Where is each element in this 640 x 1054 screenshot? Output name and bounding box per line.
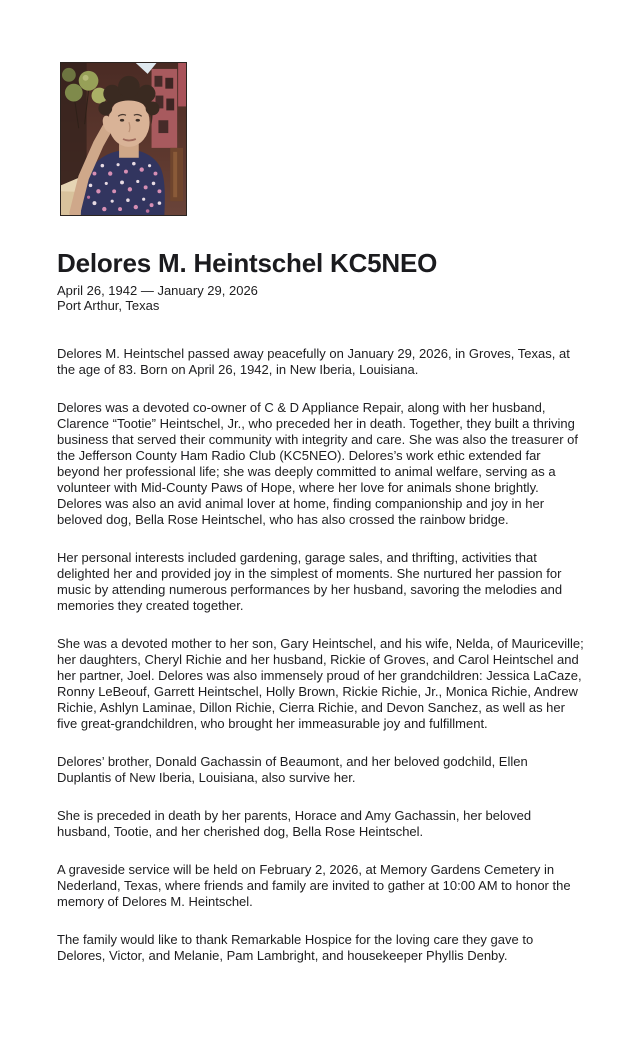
obituary-paragraph: Delores M. Heintschel passed away peacefully on January 29, 2026, in Groves, Texas, at the age of 83. Born on April 26, 1942, in New Iberia, Louisiana. [57, 346, 570, 377]
obituary-paragraph: The family would like to thank Remarkable Hospice for the loving care they gave to Delores, Victor, and Melanie, Pam Lambright, and housekeeper Phyllis Denby. [57, 932, 534, 963]
location: Port Arthur, Texas [57, 298, 160, 313]
page-title: Delores M. Heintschel KC5NEO [57, 248, 438, 278]
obituary-paragraph: She was a devoted mother to her son, Gary Heintschel, and his wife, Nelda, of Mauriceville; her daughters, Cheryl Richie and her husband, Rickie of Groves, and Carol Heintschel and her partner, Joel. Delores was also immensely proud of her grandchildren: Jessica LaCaze, Ronny LeBeouf, Garrett Heintschel, Holly Brown, Rickie Richie, Jr., Monica Richie, Andrew Richie, Ashlyn Laminae, Dillon Richie, Cierra Richie, and Devon Sanchez, as well as her five great-grandchildren, who brought her immeasurable joy and fulfillment. [57, 636, 584, 731]
portrait-photo-graphic [61, 63, 186, 215]
obituary-paragraph: Delores’ brother, Donald Gachassin of Beaumont, and her beloved godchild, Ellen Duplantis of New Iberia, Louisiana, also survive her. [57, 754, 528, 785]
obituary-paragraph: A graveside service will be held on February 2, 2026, at Memory Gardens Cemetery in Nederland, Texas, where friends and family are invited to gather at 10:00 AM to honor the memory of Delores M. Heintschel. [57, 862, 571, 909]
obituary-paragraph: Her personal interests included gardening, garage sales, and thrifting, activities that delighted her and provided joy in the simplest of moments. She nurtured her passion for music by attending numerous performances by her husband, savoring the melodies and memories they created together. [57, 550, 563, 613]
life-dates: April 26, 1942 — January 29, 2026 [57, 283, 258, 298]
portrait-photo [60, 62, 187, 216]
obituary-paragraph: She is preceded in death by her parents, Horace and Amy Gachassin, her beloved husband, Tootie, and her cherished dog, Bella Rose Heintschel. [57, 808, 532, 839]
obituary-body [57, 346, 584, 964]
obituary-paragraph: Delores was a devoted co-owner of C & D Appliance Repair, along with her husband, Clarence “Tootie” Heintschel, Jr., who preceded her in death. Together, they built a thriving business that served their community with integrity and care. She was also the treasurer of the Jefferson County Ham Radio Club (KC5NEO). Delores’s work ethic extended far beyond her professional life; she was deeply committed to animal welfare, serving as a volunteer with Mid-County Paws of Hope, where her love for animals shone brightly. Delores was also an avid animal lover at home, finding companionship and joy in her beloved dog, Bella Rose Heintschel, who has also crossed the rainbow bridge. [57, 400, 578, 527]
